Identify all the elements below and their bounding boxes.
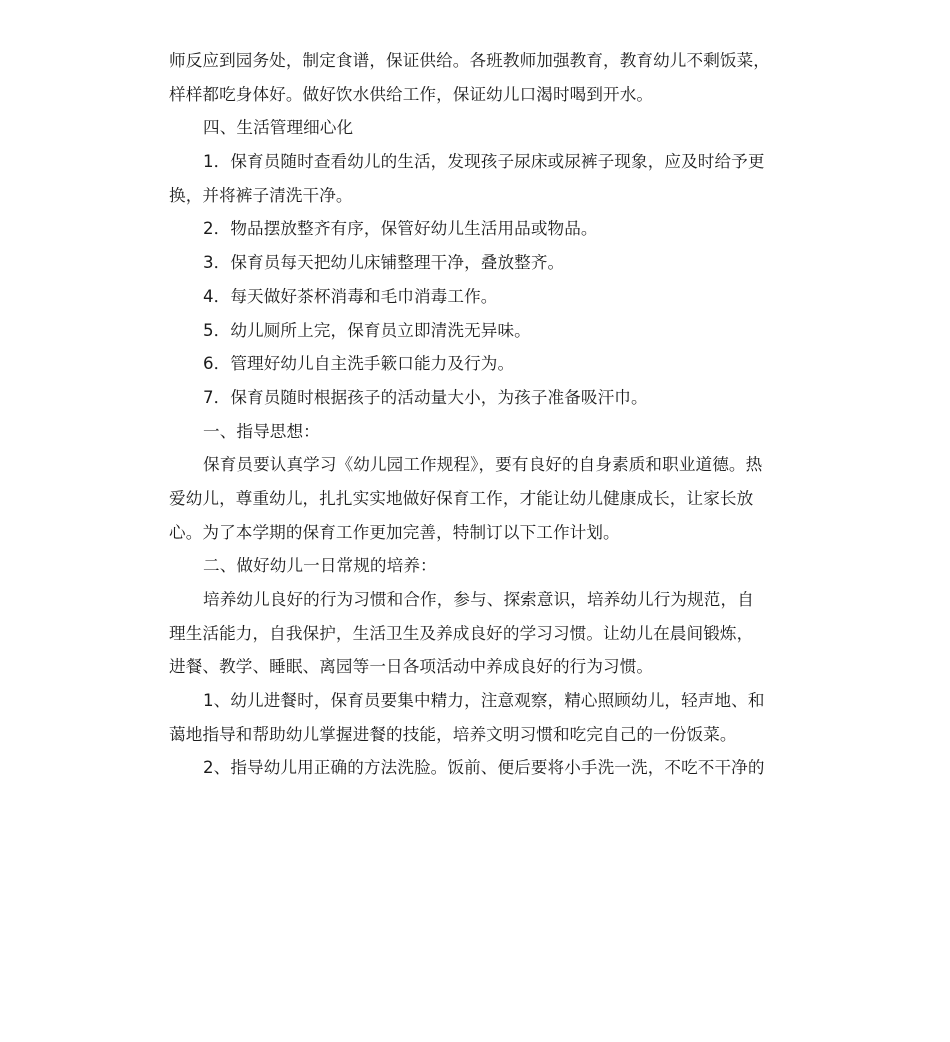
text-line: 2、指导幼儿用正确的方法洗脸。饭前、便后要将小手洗一洗，不吃不干净的 <box>203 758 765 778</box>
text-line: 1、幼儿进餐时，保育员要集中精力，注意观察，精心照顾幼儿，轻声地、和 <box>203 691 765 711</box>
text-line: 爱幼儿，尊重幼儿，扎扎实实地做好保育工作，才能让幼儿健康成长，让家长放 <box>169 488 754 508</box>
text-line: 2．物品摆放整齐有序，保管好幼儿生活用品或物品。 <box>203 219 598 239</box>
text-line: 7．保育员随时根据孩子的活动量大小，为孩子准备吸汗巾。 <box>203 387 648 407</box>
text-line: 一、指导思想： <box>203 421 320 441</box>
text-line: 心。为了本学期的保育工作更加完善，特制订以下工作计划。 <box>169 522 620 542</box>
text-line: 6．管理好幼儿自主洗手簌口能力及行为。 <box>203 354 515 374</box>
text-line: 换，并将裤子清洗干净。 <box>169 185 353 205</box>
text-line: 样样都吃身体好。做好饮水供给工作，保证幼儿口渴时喝到开水。 <box>169 84 654 104</box>
text-line: 蔼地指导和帮助幼儿掌握进餐的技能，培养文明习惯和吃完自己的一份饭菜。 <box>169 724 737 744</box>
text-line: 保育员要认真学习《幼儿园工作规程》，要有良好的自身素质和职业道德。热 <box>203 455 763 475</box>
text-line: 理生活能力，自我保护，生活卫生及养成良好的学习习惯。让幼儿在晨间锻炼， <box>169 623 754 643</box>
text-line: 四、生活管理细心化 <box>203 118 354 138</box>
text-line: 3．保育员每天把幼儿床铺整理干净，叠放整齐。 <box>203 253 565 273</box>
text-line: 4．每天做好茶杯消毒和毛巾消毒工作。 <box>203 286 498 306</box>
text-line: 培养幼儿良好的行为习惯和合作，参与、探索意识，培养幼儿行为规范，自 <box>203 590 754 609</box>
text-line: 师反应到园务处，制定食谱，保证供给。各班教师加强教育，教育幼儿不剩饭菜， <box>169 51 770 70</box>
text-line: 二、做好幼儿一日常规的培养： <box>203 556 437 576</box>
text-line: 5．幼儿厕所上完，保育员立即清洗无异味。 <box>203 320 531 340</box>
text-line: 1．保育员随时查看幼儿的生活，发现孩子尿床或尿裤子现象，应及时给予更 <box>203 152 765 172</box>
text-line: 进餐、教学、睡眠、离园等一日各项活动中养成良好的行为习惯。 <box>169 657 654 677</box>
document-body <box>169 44 794 785</box>
